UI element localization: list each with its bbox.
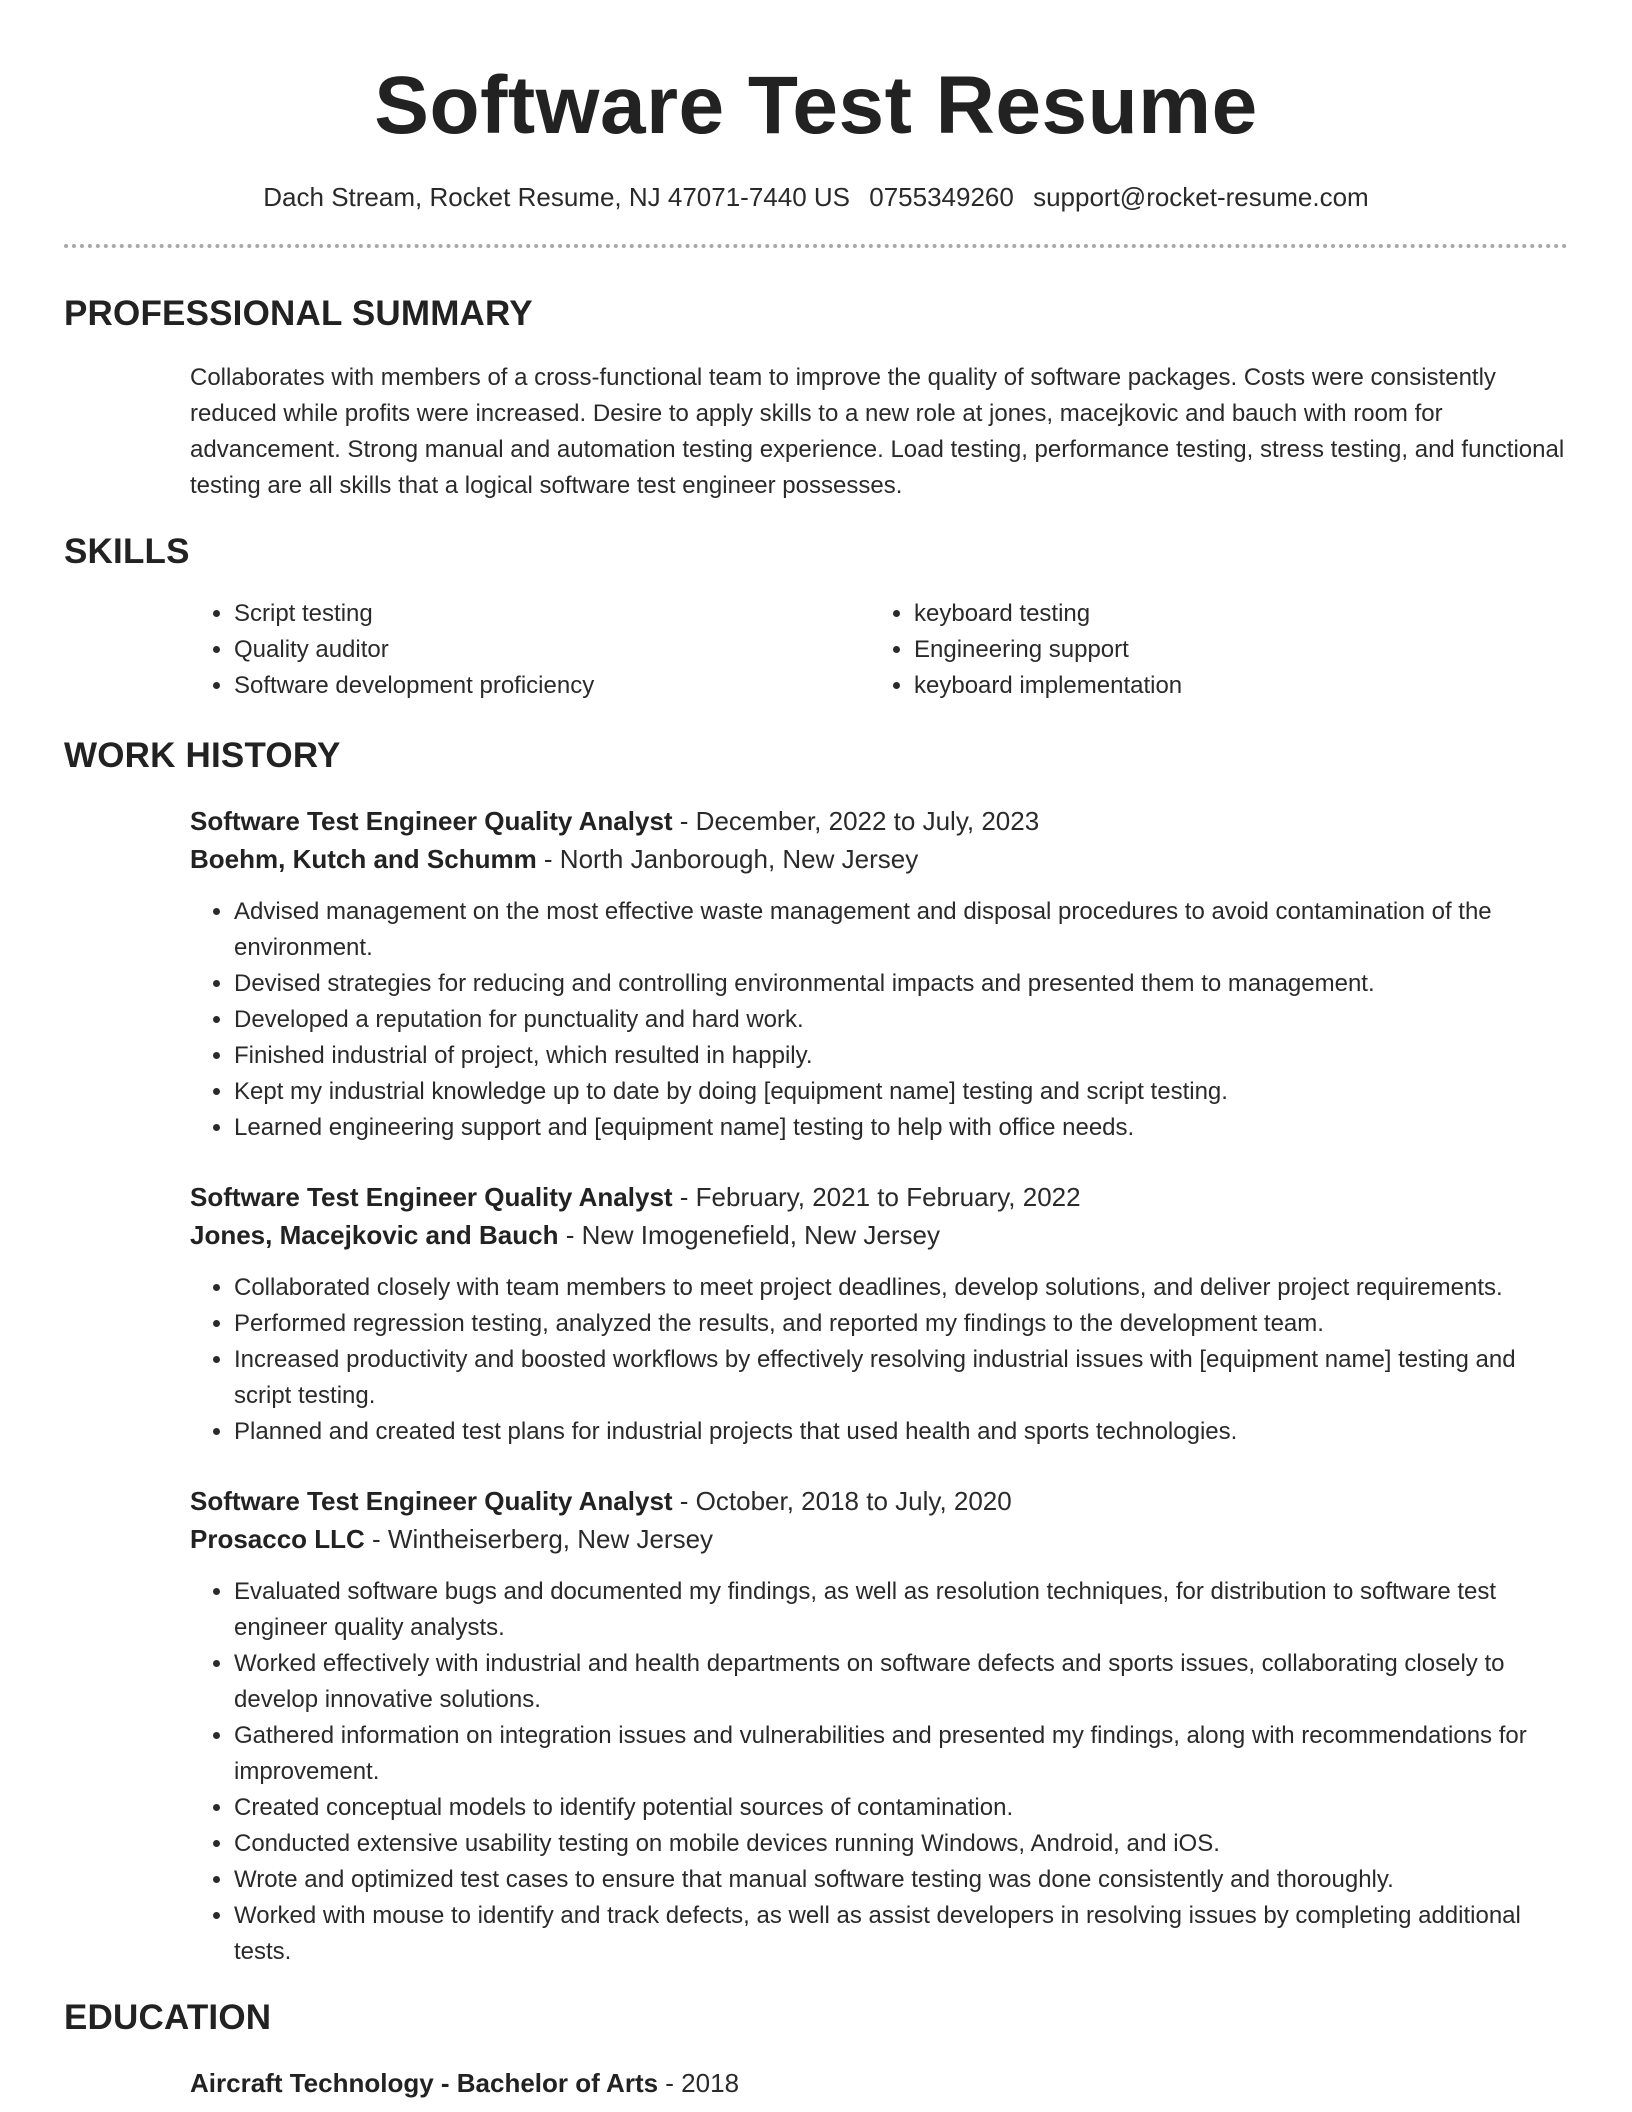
job-entry [190,1178,1568,1450]
resume-page [64,0,1568,2102]
skill-item: • Software development proficiency [234,668,870,704]
job-bullet: • Performed regression testing, analyzed the results, and reported my findings to the development team. [234,1306,1568,1342]
section-title-skills: SKILLS [64,532,190,571]
section-title-summary: PROFESSIONAL SUMMARY [64,294,533,333]
contact-email[interactable]: support@rocket-resume.com [1033,182,1369,212]
job-role: Software Test Engineer Quality Analyst [190,1486,673,1516]
job-dates: - October, 2018 to July, 2020 [672,1486,1012,1516]
skills-column-2 [870,596,1550,704]
job-bullets [190,894,1568,1146]
job-bullet: • Finished industrial of project, which resulted in happily. [234,1038,1568,1074]
job-entry [190,802,1568,1146]
job-role-line [190,802,1568,840]
contact-phone[interactable]: 0755349260 [869,182,1014,212]
job-role-line [190,1482,1568,1520]
job-bullets [190,1270,1568,1450]
job-company: Prosacco LLC [190,1524,365,1554]
job-role: Software Test Engineer Quality Analyst [190,806,673,836]
job-bullet: • Planned and created test plans for industrial projects that used health and sports technologies. [234,1414,1568,1450]
section-title-work-history: WORK HISTORY [64,736,341,775]
job-location: - Wintheiserberg, New Jersey [364,1524,714,1554]
job-bullet: • Kept my industrial knowledge up to date by doing [equipment name] testing and script testing. [234,1074,1568,1110]
education-degree: Aircraft Technology - Bachelor of Arts [190,2068,659,2098]
job-company: Boehm, Kutch and Schumm [190,844,537,874]
job-bullet: • Learned engineering support and [equipment name] testing to help with office needs. [234,1110,1568,1146]
job-bullet: • Collaborated closely with team members to meet project deadlines, develop solutions, and deliver project requirements. [234,1270,1568,1306]
skill-item: • keyboard testing [914,596,1550,632]
job-bullet: • Evaluated software bugs and documented my findings, as well as resolution techniques, for distribution to software test engineer quality analysts. [234,1574,1568,1646]
skill-item: • Script testing [234,596,870,632]
job-location: - North Janborough, New Jersey [536,844,919,874]
job-bullet: • Devised strategies for reducing and controlling environmental impacts and presented them to management. [234,966,1568,1002]
job-bullet: • Increased productivity and boosted workflows by effectively resolving industrial issues with [equipment name] testing and script testing. [234,1342,1568,1414]
job-company-line [190,1216,1568,1254]
contact-line [64,180,1568,214]
skill-item: • Quality auditor [234,632,870,668]
job-bullet: • Gathered information on integration issues and vulnerabilities and presented my findings, along with recommendations for improvement. [234,1718,1568,1790]
header-divider [64,244,1568,248]
section-title-education: EDUCATION [64,1998,272,2037]
job-company-line [190,840,1568,878]
skill-item: • Engineering support [914,632,1550,668]
skill-item: • keyboard implementation [914,668,1550,704]
job-company-line [190,1520,1568,1558]
job-role-line [190,1178,1568,1216]
job-bullet: • Advised management on the most effective waste management and disposal procedures to avoid contamination of the environment. [234,894,1568,966]
job-dates: - February, 2021 to February, 2022 [672,1182,1081,1212]
job-bullet: • Created conceptual models to identify potential sources of contamination. [234,1790,1568,1826]
job-bullet: • Worked effectively with industrial and health departments on software defects and sports issues, collaborating closely to develop innovative solutions. [234,1646,1568,1718]
job-bullet: • Wrote and optimized test cases to ensure that manual software testing was done consistently and thoroughly. [234,1862,1568,1898]
skills-column-1 [190,596,870,704]
summary-text: Collaborates with members of a cross-functional team to improve the quality of software packages. Costs were consistently reduced while profits were increased. Desire to apply skills to a new role at jones, macejkovic and bauch with room for advancement. Strong manual and automation testing experience. Load testing, performance testing, stress testing, and functional testing are all skills that a logical software test engineer possesses. [190,364,1565,499]
job-dates: - December, 2022 to July, 2023 [672,806,1040,836]
resume-title: Software Test Resume [374,60,1258,151]
education-entry [190,2064,1568,2102]
job-company: Jones, Macejkovic and Bauch [190,1220,559,1250]
job-bullet: • Conducted extensive usability testing on mobile devices running Windows, Android, and iOS. [234,1826,1568,1862]
skills-list [190,596,1568,704]
education-year: - 2018 [658,2068,740,2098]
contact-address: Dach Stream, Rocket Resume, NJ 47071-7440 US [263,182,850,212]
job-entry [190,1482,1568,1970]
education-line [190,2064,1568,2102]
job-bullet: • Developed a reputation for punctuality and hard work. [234,1002,1568,1038]
job-bullets [190,1574,1568,1970]
job-bullet: • Worked with mouse to identify and track defects, as well as assist developers in resolving issues by completing additional tests. [234,1898,1568,1970]
job-location: - New Imogenefield, New Jersey [558,1220,940,1250]
job-role: Software Test Engineer Quality Analyst [190,1182,673,1212]
